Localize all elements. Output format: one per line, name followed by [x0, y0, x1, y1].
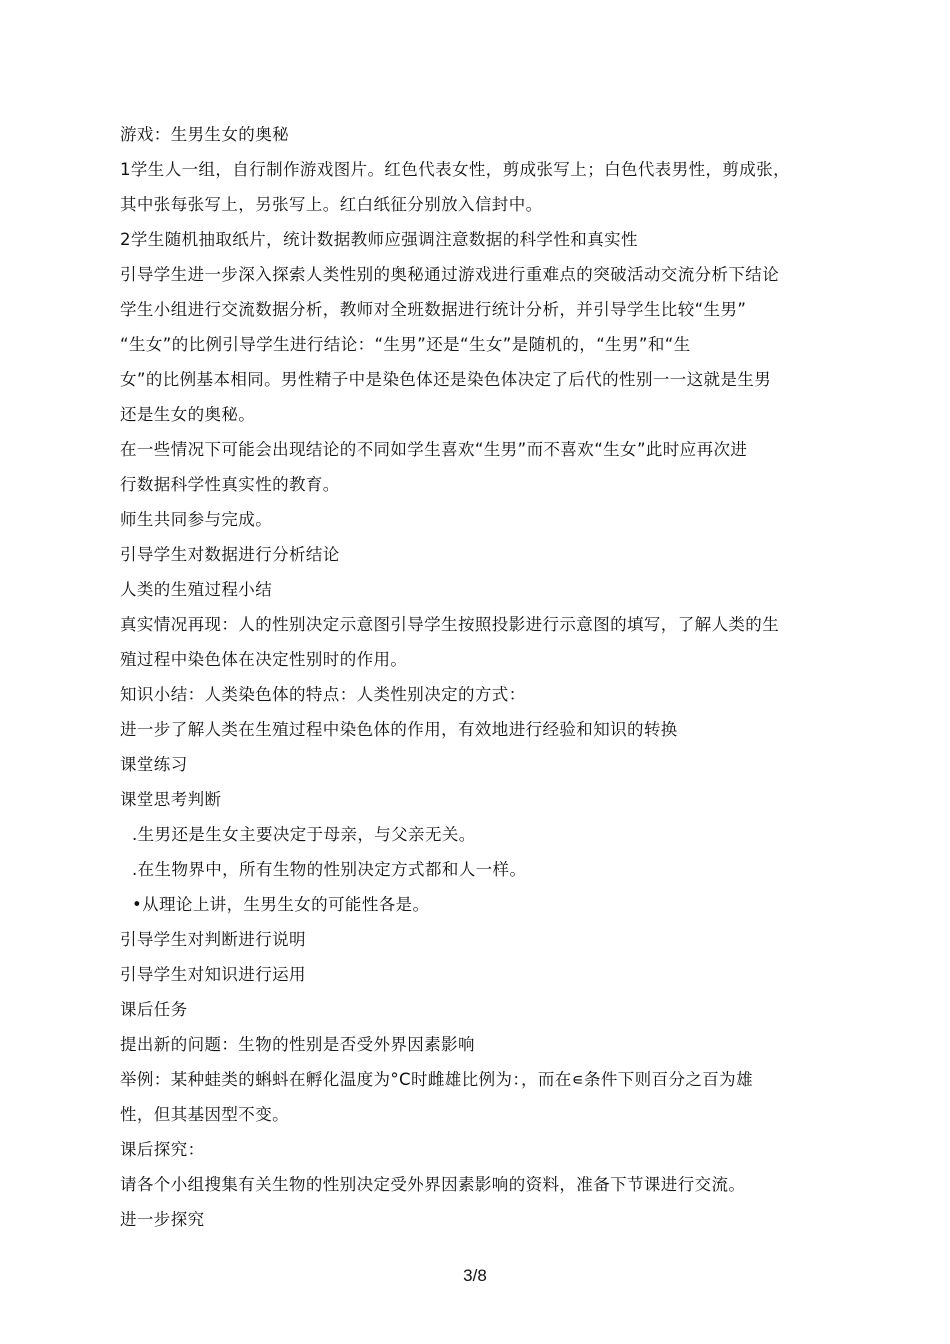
paragraph-line: 行数据科学性真实性的教育。 — [120, 475, 340, 494]
paragraph-line: 引导学生进一步深入探索人类性别的奥秘通过游戏进行重难点的突破活动交流分析下结论 — [120, 265, 780, 284]
paragraph-line: 女”的比例基本相同。男性精子中是染色体还是染色体决定了后代的性别一一这就是生男 — [120, 370, 772, 389]
paragraph-line: 引导学生对数据进行分析结论 — [120, 545, 340, 564]
section-heading-exploration: 课后探究： — [120, 1140, 205, 1159]
paragraph-line: 殖过程中染色体在决定性别时的作用。 — [120, 650, 408, 669]
paragraph-line: “生女”的比例引导学生进行结论：“生男”还是“生女”是随机的，“生男”和“生 — [120, 335, 691, 354]
paragraph-line: 进一步探究 — [120, 1210, 205, 1229]
paragraph-line: 举例：某种蛙类的蝌蚪在孵化温度为°C时雌雄比例为：，而在∊条件下则百分之百为雄 — [120, 1070, 753, 1089]
paragraph-line: 提出新的问题：生物的性别是否受外界因素影响 — [120, 1035, 475, 1054]
paragraph-line: 性，但其基因型不变。 — [120, 1105, 289, 1124]
judgement-item: •从理论上讲，生男生女的可能性各是。 — [132, 895, 430, 914]
section-heading-judgement: 课堂思考判断 — [120, 790, 222, 809]
paragraph-line: 其中张每张写上，另张写上。红白纸征分别放入信封中。 — [120, 195, 543, 214]
paragraph-line: 引导学生对知识进行运用 — [120, 965, 306, 984]
paragraph-line: 真实情况再现：人的性别决定示意图引导学生按照投影进行示意图的填写，了解人类的生 — [120, 615, 780, 634]
paragraph-line: 学生小组进行交流数据分析，教师对全班数据进行统计分析，并引导学生比较“生男” — [120, 300, 747, 319]
page-number: 3/8 — [463, 1266, 487, 1285]
paragraph-line: 知识小结：人类染色体的特点：人类性别决定的方式： — [120, 685, 526, 704]
section-heading-practice: 课堂练习 — [120, 755, 188, 774]
section-heading-game: 游戏：生男生女的奥秘 — [120, 125, 289, 144]
judgement-item: .生男还是生女主要决定于母亲，与父亲无关。 — [132, 825, 476, 844]
section-heading-summary: 人类的生殖过程小结 — [120, 580, 273, 599]
paragraph-line: 进一步了解人类在生殖过程中染色体的作用，有效地进行经验和知识的转换 — [120, 720, 678, 739]
document-body — [120, 117, 832, 1237]
section-heading-homework: 课后任务 — [120, 1000, 188, 1019]
judgement-item: .在生物界中，所有生物的性别决定方式都和人一样。 — [132, 860, 527, 879]
paragraph-line: 师生共同参与完成。 — [120, 510, 273, 529]
paragraph-line: 引导学生对判断进行说明 — [120, 930, 306, 949]
paragraph-line: 2学生随机抽取纸片，统计数据教师应强调注意数据的科学性和真实性 — [120, 230, 638, 249]
paragraph-line: 在一些情况下可能会出现结论的不同如学生喜欢“生男”而不喜欢“生女”此时应再次进 — [120, 440, 748, 459]
paragraph-line: 请各个小组搜集有关生物的性别决定受外界因素影响的资料，准备下节课进行交流。 — [120, 1175, 746, 1194]
paragraph-line: 还是生女的奥秘。 — [120, 405, 256, 424]
paragraph-line: 1学生人一组，自行制作游戏图片。红色代表女性，剪成张写上；白色代表男性，剪成张， — [120, 160, 790, 179]
